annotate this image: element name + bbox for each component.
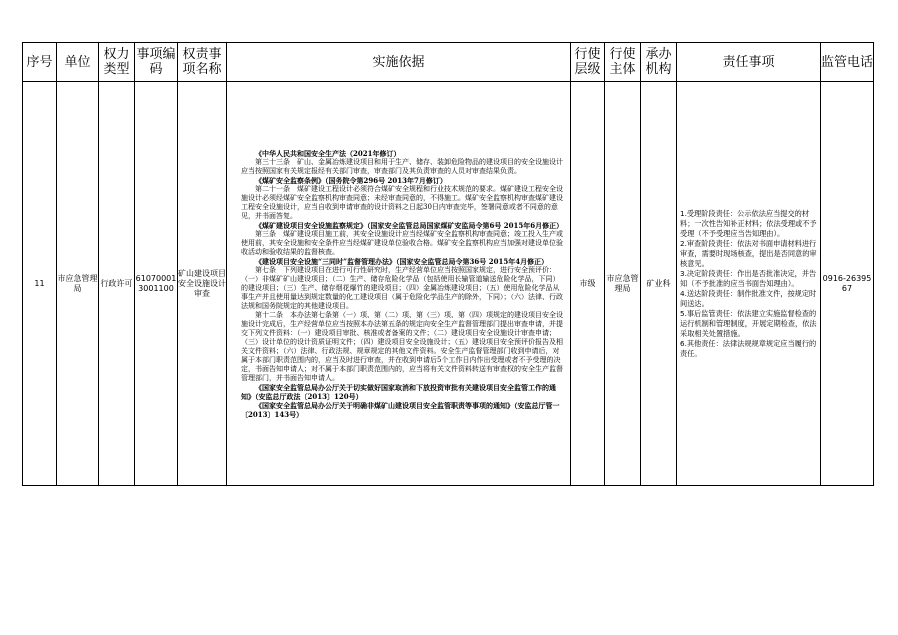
header-unit: 单位 [57, 43, 99, 82]
cell-phone: 0916-2639567 [821, 82, 874, 486]
cell-unit: 市应急管理局 [57, 82, 99, 486]
basis-notice-120-title: 《国家安全监管总局办公厅关于切实做好国家取消和下放投资审批有关建设项目安全监管工作的通知》（安监总厅政法〔2013〕120号） [241, 382, 556, 401]
header-seq: 序号 [23, 43, 57, 82]
basis-law-title: 《中华人民共和国安全生产法（2021年修订） [255, 148, 401, 158]
responsibility-item: 2.审查阶段责任：依法对书面申请材料进行审查，需要时现场核查，提出是否同意的审核意见。 [680, 238, 817, 268]
header-responsibility: 责任事项 [677, 43, 821, 82]
basis-coal-provision-title: 《煤矿建设项目安全设施监察规定》（国家安全监管总局国家煤矿安监局令第6号 2015年6月修正） [255, 220, 564, 230]
cell-responsibility [677, 82, 821, 486]
cell-basis [227, 82, 571, 486]
cell-item-name: 矿山建设项目安全设施设计审查 [178, 82, 227, 486]
responsibility-item: 6.其他责任：法律法规规章规定应当履行的责任。 [680, 338, 817, 358]
cell-power-type: 行政许可 [99, 82, 135, 486]
table-row [23, 82, 874, 486]
cell-level: 市级 [571, 82, 605, 486]
cell-subject: 市应急管理局 [605, 82, 641, 486]
cell-agency: 矿业科 [641, 82, 677, 486]
header-agency: 承办机构 [641, 43, 677, 82]
basis-coal-regulation-title: 《煤矿安全监察条例》（国务院令第296号 2013年7月修订） [255, 175, 447, 185]
header-power-type: 权力类型 [99, 43, 135, 82]
authority-table [22, 42, 874, 486]
cell-item-code: 610700013001100 [135, 82, 178, 486]
responsibility-item: 4.送达阶段责任：制作批准文件，按规定时间送达。 [680, 288, 817, 308]
cell-seq: 11 [23, 82, 57, 486]
responsibility-item: 1.受理阶段责任：公示依法应当提交的材料；一次性告知补正材料；依法受理或不予受理（不予受理应当告知理由）。 [680, 208, 817, 238]
basis-article-7: 第七条 下列建设项目在进行可行性研究时，生产经营单位应当按照国家规定，进行安全预评价：（一）非煤矿矿山建设项目；（二）生产、储存危险化学品（包括使用长输管道输送危险化学品，下同）的建设项目；（三）生产、储存烟花爆竹的建设项目；（四）金属冶炼建设项目；（五）使用危险化学品从事生产并且使用量达到规定数量的化工建设项目（属于危险化学品生产的除外，下同）；（六）法律、行政法规和国务院规定的其他建设项目。 [241, 265, 563, 310]
basis-notice-143-title: 《国家安全监管总局办公厅关于明确非煤矿山建设项目安全监管职责等事项的通知》（安监总厅管一〔2013〕143号） [241, 400, 560, 419]
header-item-name: 权责事项名称 [178, 43, 227, 82]
header-basis: 实施依据 [227, 43, 571, 82]
header-level: 行使层级 [571, 43, 605, 82]
basis-three-simultaneous-title: 《建设项目安全设施“三同时”监督管理办法》（国家安全监管总局令第36号 2015年4月修正） [255, 256, 549, 266]
header-row [23, 43, 874, 82]
basis-law-article: 第三十三条 矿山、金属冶炼建设项目和用于生产、储存、装卸危险物品的建设项目的安全设施设计应当按照国家有关规定报经有关部门审查，审查部门及其负责审查的人员对审查结果负责。 [241, 157, 563, 175]
header-subject: 行使主体 [605, 43, 641, 82]
basis-article-12: 第十二条 本办法第七条第（一）项、第（二）项、第（三）项、第（四）项规定的建设项目安全设施设计完成后，生产经营单位应当按照本办法第五条的规定向安全生产监督管理部门提出审查申请，并提交下列文件资料：（一）建设项目审批、核准或者备案的文件；（二）建设项目安全设施设计审查申请；（三）设计单位的设计资质证明文件；（四）建设项目安全设施设计；（五）建设项目安全预评价报告及相关文件资料；（六）法律、行政法规、规章规定的其他文件资料。安全生产监督管理部门收到申请后，对属于本部门职责范围内的，应当及时进行审查，并在收到申请后5个工作日内作出受理或者不予受理的决定，书面告知申请人；对不属于本部门职责范围内的，应当将有关文件资料转送有审查权的安全生产监督管理部门，并书面告知申请人。 [241, 310, 563, 382]
basis-coal-provision-article: 第三条 煤矿建设项目施工前，其安全设施设计应当经煤矿安全监察机构审查同意；竣工投入生产或使用前，其安全设施和安全条件应当经煤矿建设单位验收合格。煤矿安全监察机构应当加强对建设单位验收活动和验收结果的监督核查。 [241, 229, 563, 256]
responsibility-item: 3.决定阶段责任：作出是否批准决定，并告知（不予批准的应当书面告知理由）。 [680, 268, 817, 288]
basis-coal-regulation-article: 第二十一条 煤矿建设工程设计必须符合煤矿安全规程和行业技术规范的要求。煤矿建设工程安全设施设计必须经煤矿安全监察机构审查同意；未经审查同意的，不得施工。煤矿安全监察机构审查煤矿建设工程安全设施设计，应当自收到申请审查的设计资料之日起30日内审查完毕，签署同意或者不同意的意见，并书面答复。 [241, 184, 563, 220]
responsibility-item: 5.事后监管责任：依法建立实施监督检查的运行机制和管理制度，开展定期检查，依法采取相关处置措施。 [680, 308, 817, 338]
header-item-code: 事项编码 [135, 43, 178, 82]
header-phone: 监管电话 [821, 43, 874, 82]
